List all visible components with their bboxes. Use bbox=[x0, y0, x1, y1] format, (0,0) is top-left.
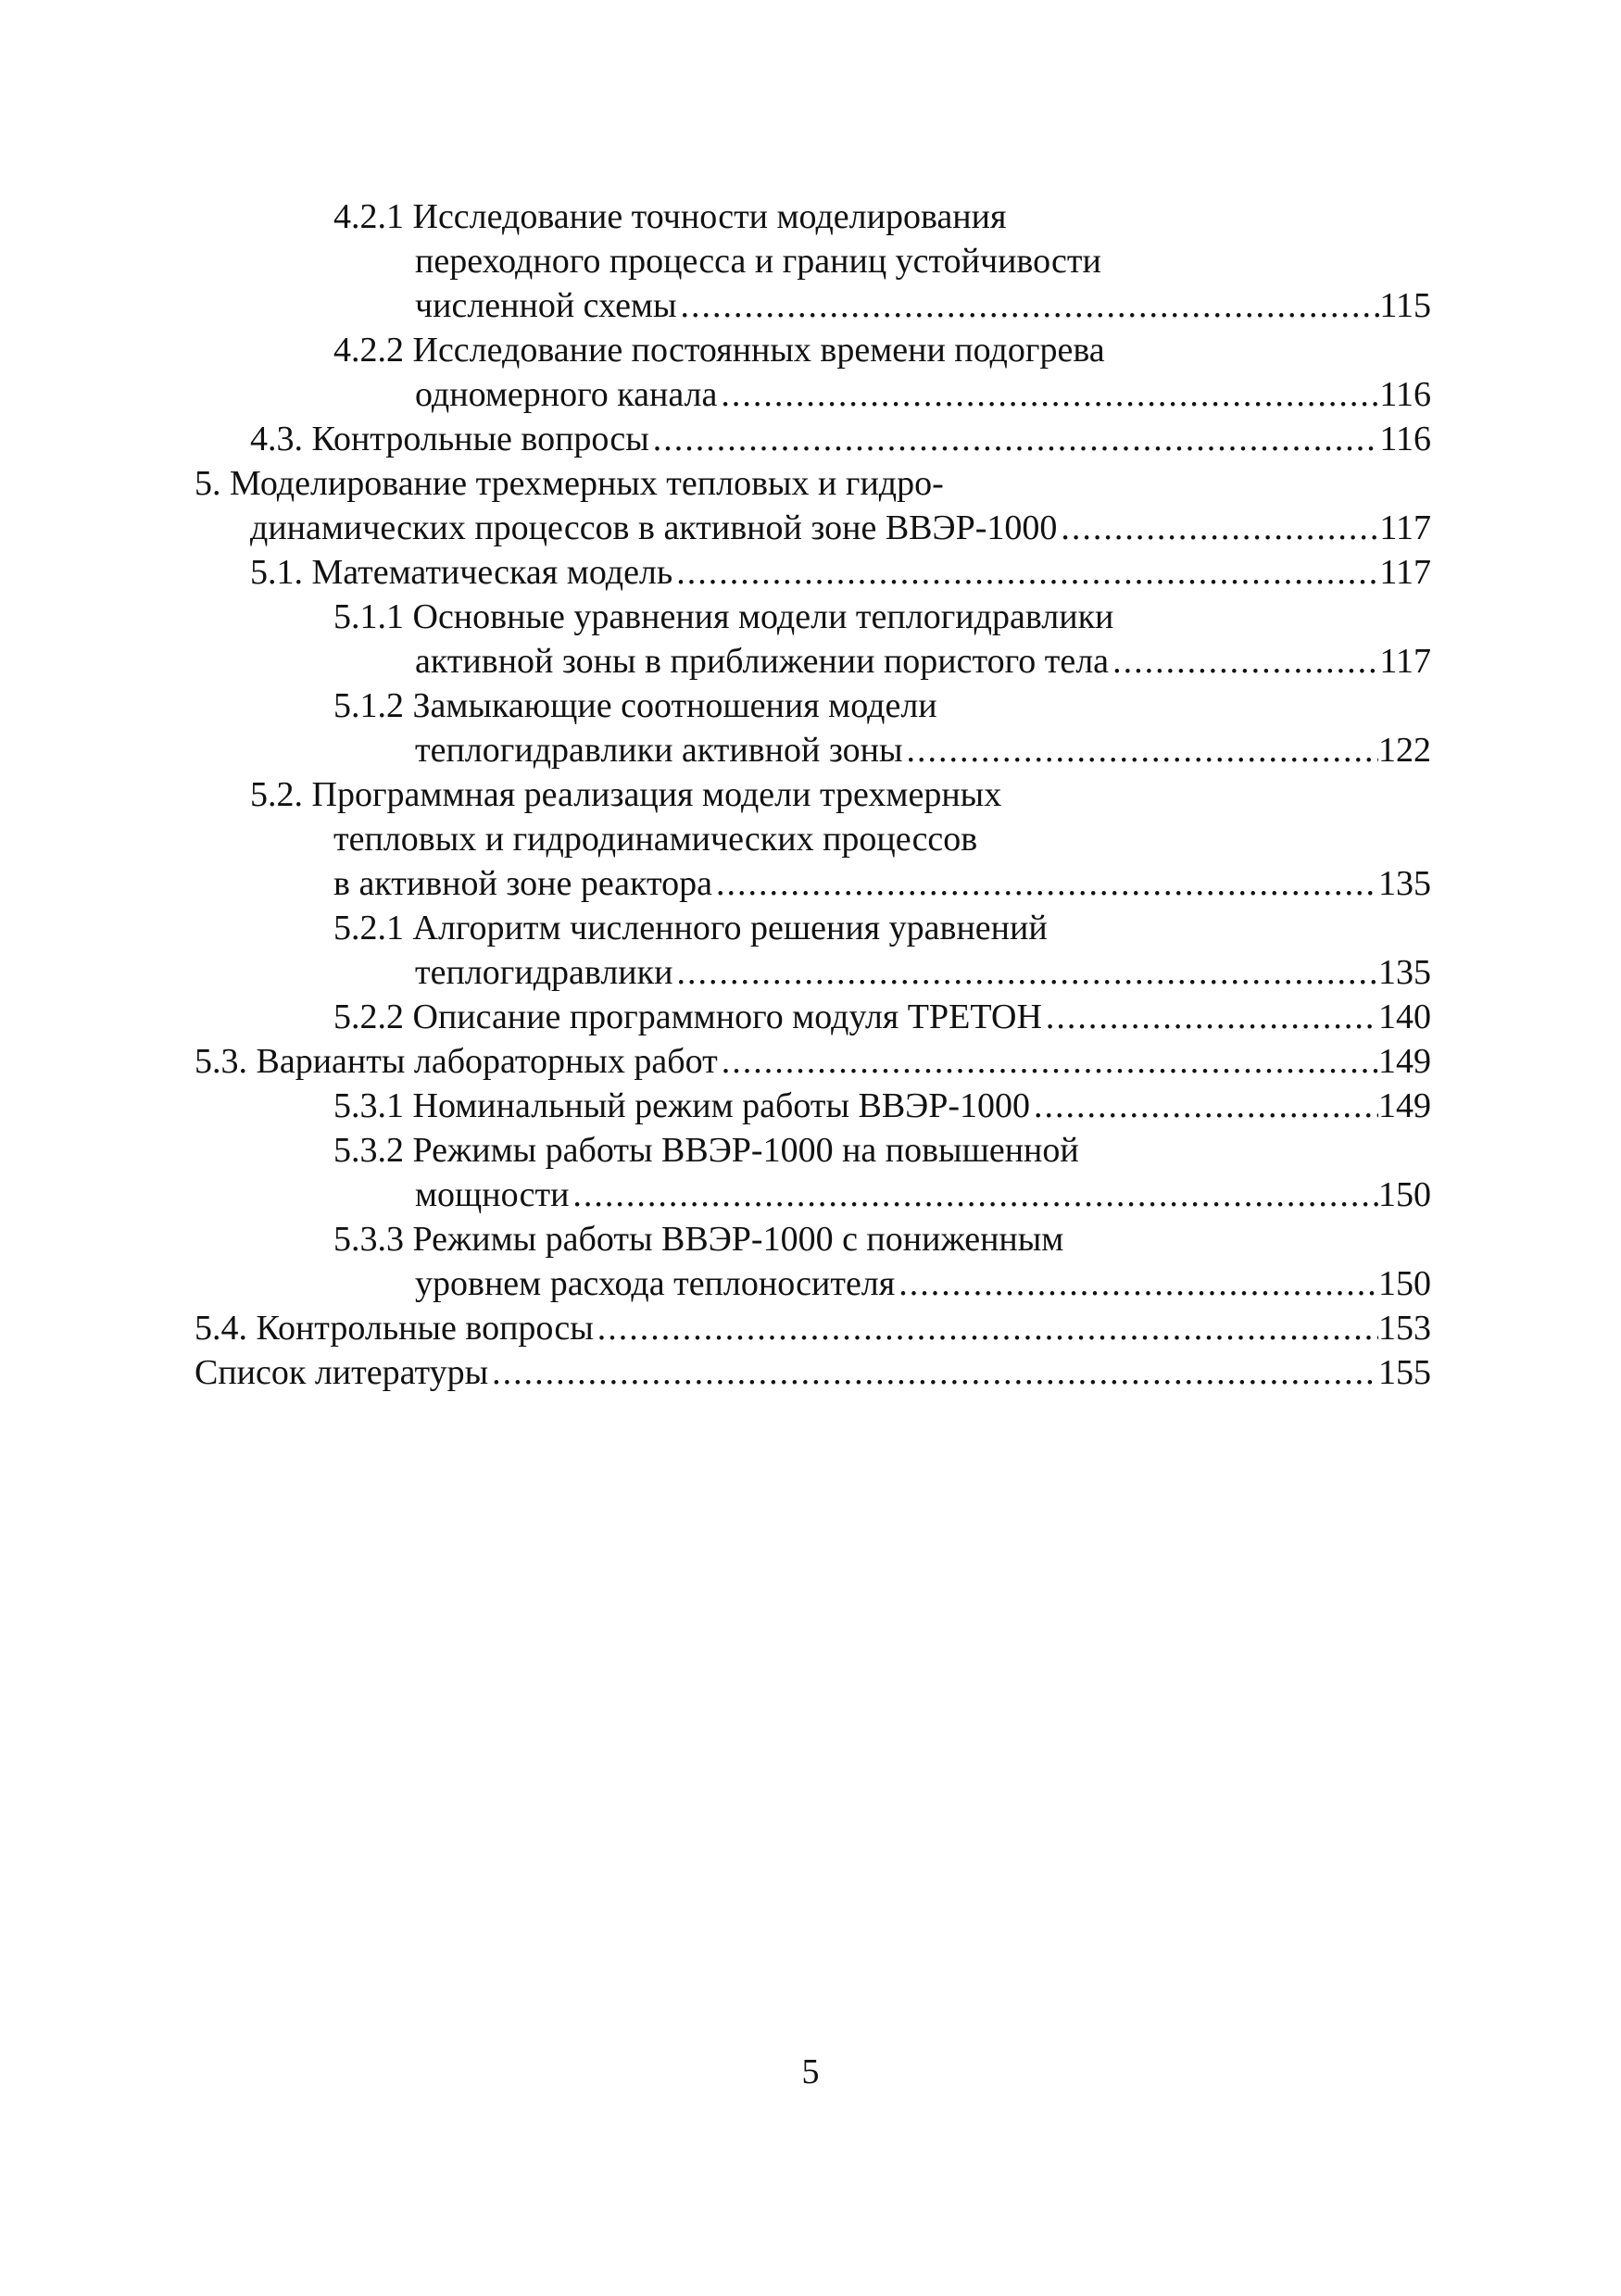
toc-leader-dots bbox=[594, 1306, 1378, 1350]
toc-entry-page: 116 bbox=[1379, 375, 1431, 414]
toc-entry-title: 5.3.1 Номинальный режим работы ВВЭР-1000 bbox=[333, 1086, 1031, 1125]
toc-entry bbox=[195, 1261, 1431, 1306]
toc-entry bbox=[195, 1128, 1431, 1173]
toc-entry-page: 135 bbox=[1378, 864, 1431, 903]
toc-entry-title: 5.1.1 Основные уравнения модели теплогидравлики bbox=[333, 597, 1114, 636]
toc-entry bbox=[195, 595, 1431, 639]
toc-entry bbox=[195, 506, 1431, 550]
toc-entry bbox=[195, 1039, 1431, 1084]
toc-entry bbox=[195, 328, 1431, 372]
toc-entry bbox=[195, 1217, 1431, 1261]
toc-leader-dots bbox=[712, 861, 1378, 906]
toc-leader-dots bbox=[569, 1173, 1378, 1217]
toc-entry-title: 5.4. Контрольные вопросы bbox=[195, 1309, 594, 1348]
toc-entry-title: 5. Моделирование трехмерных тепловых и гидро- bbox=[195, 464, 944, 503]
toc-entry-title: теплогидравлики bbox=[415, 953, 673, 992]
toc-entry-page: 117 bbox=[1379, 508, 1431, 547]
toc-entry bbox=[195, 728, 1431, 772]
toc-entry-title: Список литературы bbox=[195, 1353, 489, 1392]
toc-entry bbox=[195, 684, 1431, 728]
toc-entry-title: 5.3.2 Режимы работы ВВЭР-1000 на повышенной bbox=[333, 1131, 1079, 1170]
toc-entry-title: одномерного канала bbox=[415, 375, 718, 414]
toc-leader-dots bbox=[1042, 995, 1378, 1039]
toc-entry bbox=[195, 861, 1431, 906]
toc-entry bbox=[195, 283, 1431, 328]
toc-leader-dots bbox=[1030, 1084, 1378, 1128]
toc-entry bbox=[195, 1084, 1431, 1128]
table-of-contents bbox=[195, 194, 1431, 1395]
toc-entry bbox=[195, 550, 1431, 595]
toc-entry-page: 149 bbox=[1378, 1042, 1431, 1081]
toc-leader-dots bbox=[1057, 506, 1379, 550]
toc-leader-dots bbox=[488, 1350, 1378, 1395]
toc-entry-page: 116 bbox=[1379, 420, 1431, 458]
toc-entry-title: 4.2.1 Исследование точности моделирования bbox=[333, 197, 1007, 236]
toc-entry bbox=[195, 906, 1431, 950]
toc-entry-page: 117 bbox=[1379, 642, 1431, 681]
toc-entry-title: активной зоны в приближении пористого тела bbox=[415, 642, 1110, 681]
toc-leader-dots bbox=[1109, 639, 1379, 684]
toc-entry bbox=[195, 1306, 1431, 1350]
toc-entry-title: 5.2. Программная реализация модели трехмерных bbox=[250, 775, 1002, 814]
toc-entry-title: 4.3. Контрольные вопросы bbox=[250, 420, 649, 458]
toc-entry bbox=[195, 772, 1431, 817]
toc-entry-page: 155 bbox=[1378, 1353, 1431, 1392]
toc-entry-title: 4.2.2 Исследование постоянных времени подогрева bbox=[333, 331, 1105, 370]
toc-entry-title: 5.3.3 Режимы работы ВВЭР-1000 с пониженным bbox=[333, 1220, 1064, 1259]
toc-leader-dots bbox=[718, 1039, 1378, 1084]
toc-entry-title: тепловых и гидродинамических процессов bbox=[333, 820, 978, 859]
toc-entry-title: 5.2.1 Алгоритм численного решения уравнений bbox=[333, 909, 1048, 947]
toc-entry-page: 153 bbox=[1378, 1309, 1431, 1348]
toc-entry-page: 135 bbox=[1378, 953, 1431, 992]
toc-entry-title: 5.1. Математическая модель bbox=[250, 553, 673, 592]
toc-entry-title: в активной зоне реактора bbox=[333, 864, 712, 903]
toc-entry-page: 149 bbox=[1378, 1086, 1431, 1125]
toc-entry-title: динамических процессов в активной зоне ВВЭР-1000 bbox=[250, 508, 1058, 547]
toc-leader-dots bbox=[895, 1261, 1378, 1306]
toc-entry bbox=[195, 817, 1431, 861]
toc-entry bbox=[195, 372, 1431, 417]
toc-entry-title: 5.1.2 Замыкающие соотношения модели bbox=[333, 686, 937, 725]
toc-leader-dots bbox=[677, 283, 1380, 328]
toc-leader-dots bbox=[717, 372, 1379, 417]
toc-entry-title: 5.2.2 Описание программного модуля ТРЕТОН bbox=[333, 997, 1042, 1036]
toc-entry-page: 150 bbox=[1378, 1264, 1431, 1303]
toc-entry-title: уровнем расхода теплоносителя bbox=[415, 1264, 896, 1303]
toc-entry-page: 140 bbox=[1378, 997, 1431, 1036]
toc-entry-title: численной схемы bbox=[415, 286, 677, 325]
toc-entry bbox=[195, 461, 1431, 506]
toc-entry bbox=[195, 639, 1431, 684]
toc-entry bbox=[195, 194, 1431, 239]
toc-leader-dots bbox=[672, 550, 1379, 595]
toc-entry bbox=[195, 1173, 1431, 1217]
toc-entry-title: мощности bbox=[415, 1175, 570, 1214]
toc-leader-dots bbox=[672, 950, 1378, 995]
toc-entry bbox=[195, 239, 1431, 283]
toc-entry-page: 122 bbox=[1378, 731, 1431, 770]
page-number: 5 bbox=[801, 2052, 820, 2091]
toc-entry-title: переходного процесса и границ устойчивости bbox=[415, 242, 1101, 281]
toc-entry bbox=[195, 995, 1431, 1039]
toc-entry-title: теплогидравлики активной зоны bbox=[415, 731, 903, 770]
toc-entry-page: 115 bbox=[1379, 286, 1431, 325]
toc-entry bbox=[195, 1350, 1431, 1395]
toc-entry-page: 150 bbox=[1378, 1175, 1431, 1214]
toc-entry bbox=[195, 417, 1431, 461]
toc-entry-page: 117 bbox=[1379, 553, 1431, 592]
toc-entry-title: 5.3. Варианты лабораторных работ bbox=[195, 1042, 718, 1081]
toc-leader-dots bbox=[902, 728, 1378, 772]
toc-entry bbox=[195, 950, 1431, 995]
toc-leader-dots bbox=[649, 417, 1380, 461]
